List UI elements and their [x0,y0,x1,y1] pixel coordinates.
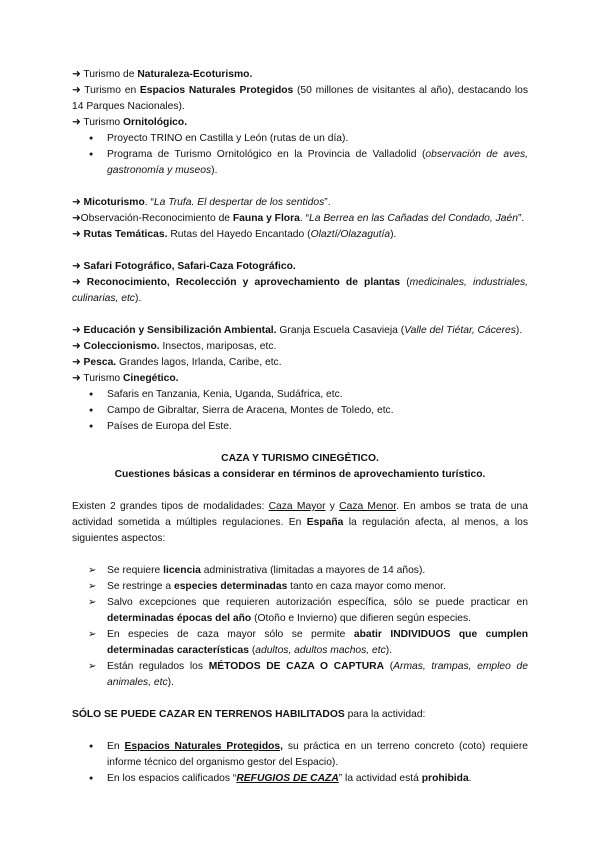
aspects-list [72,563,528,691]
section-subtitle: Cuestiones básicas a considerar en términos de aprovechamiento turístico. [114,469,486,480]
list-item: ● Campo de Gibraltar, Sierra de Aracena, Montes de Toledo, etc. [72,403,528,419]
terrenos-list [72,739,528,787]
list-item: ➢ Se restringe a especies determinadas tanto en caza mayor como menor. [72,579,528,595]
arrow-icon: ➜ [72,373,81,384]
arrow-icon: ➜ [72,229,81,240]
list-item: ● Programa de Turismo Ornitológico en la Provincia de Valladolid (observación de aves, gastronomía y museos). [72,147,528,179]
paragraph-micoturismo: ➜ Micoturismo. “La Trufa. El despertar de los sentidos”. [72,197,331,208]
arrow-icon: ➜ [72,117,81,128]
arrow-icon: ➜ [72,69,81,80]
arrow-icon: ➜ [72,325,81,336]
paragraph-fauna-flora: ➜Observación-Reconocimiento de Fauna y Flora. “La Berrea en las Cañadas del Condado, Jaén”. [72,213,525,224]
list-item: ● En los espacios calificados “REFUGIOS DE CAZA” la actividad está prohibida. [72,771,528,787]
paragraph-ornitologico: ➜ Turismo Ornitológico. [72,117,188,128]
list-item: ➢ En especies de caza mayor sólo se permite abatir INDIVIDUOS que cumplen determinadas características (adultos, adultos machos, etc). [72,627,528,659]
list-item: ➢ Se requiere licencia administrativa (limitadas a mayores de 14 años). [72,563,528,579]
arrow-icon: ➜ [72,357,81,368]
paragraph-intro: Existen 2 grandes tipos de modalidades: Caza Mayor y Caza Menor. En ambos se trata de una actividad sometida a múltiples regulaciones. En España la regulación afecta, al menos, a los siguientes aspectos: [72,501,528,544]
list-item: ● En Espacios Naturales Protegidos, su práctica en un terreno concreto (coto) requiere informe técnico del organismo gestor del Espacio). [72,739,528,771]
paragraph-terrenos: SÓLO SE PUEDE CAZAR EN TERRENOS HABILITADOS para la actividad: [72,709,426,720]
document-page [72,67,528,787]
cinegetico-list [72,387,528,435]
list-item: ● Safaris en Tanzania, Kenia, Uganda, Sudáfrica, etc. [72,387,528,403]
paragraph-enp: ➜ Turismo en Espacios Naturales Protegidos (50 millones de visitantes al año), destacando los 14 Parques Nacionales). [72,85,528,112]
paragraph-safari: ➜ Safari Fotográfico, Safari-Caza Fotográfico. [72,261,296,272]
ornitologico-list [72,131,528,179]
arrow-icon: ➜ [72,213,81,224]
arrow-icon: ➜ [72,197,81,208]
paragraph-cinegetico: ➜ Turismo Cinegético. [72,373,179,384]
list-item: ➢ Están regulados los MÉTODOS DE CAZA O CAPTURA (Armas, trampas, empleo de animales, etc). [72,659,528,691]
paragraph-pesca: ➜ Pesca. Grandes lagos, Irlanda, Caribe, etc. [72,357,282,368]
list-item: ● Países de Europa del Este. [72,419,528,435]
paragraph-coleccionismo: ➜ Coleccionismo. Insectos, mariposas, etc. [72,341,277,352]
paragraph-rutas: ➜ Rutas Temáticas. Rutas del Hayedo Encantado (Olaztí/Olazagutía). [72,229,397,240]
arrow-icon: ➜ [72,261,81,272]
paragraph-ecoturismo: ➜ Turismo de Naturaleza-Ecoturismo. [72,69,253,80]
arrow-icon: ➜ [72,85,81,96]
arrow-icon: ➜ [72,277,81,288]
list-item: ● Proyecto TRINO en Castilla y León (rutas de un día). [72,131,528,147]
arrow-icon: ➜ [72,341,81,352]
section-title: CAZA Y TURISMO CINEGÉTICO. [221,453,379,464]
paragraph-educacion: ➜ Educación y Sensibilización Ambiental. Granja Escuela Casavieja (Valle del Tiétar, Cáceres). [72,325,523,336]
list-item: ➢ Salvo excepciones que requieren autorización específica, sólo se puede practicar en determinadas épocas del año (Otoño e Invierno) que difieren según especies. [72,595,528,627]
paragraph-plantas: ➜ Reconocimiento, Recolección y aprovechamiento de plantas (medicinales, industriales, culinarias, etc). [72,277,528,304]
